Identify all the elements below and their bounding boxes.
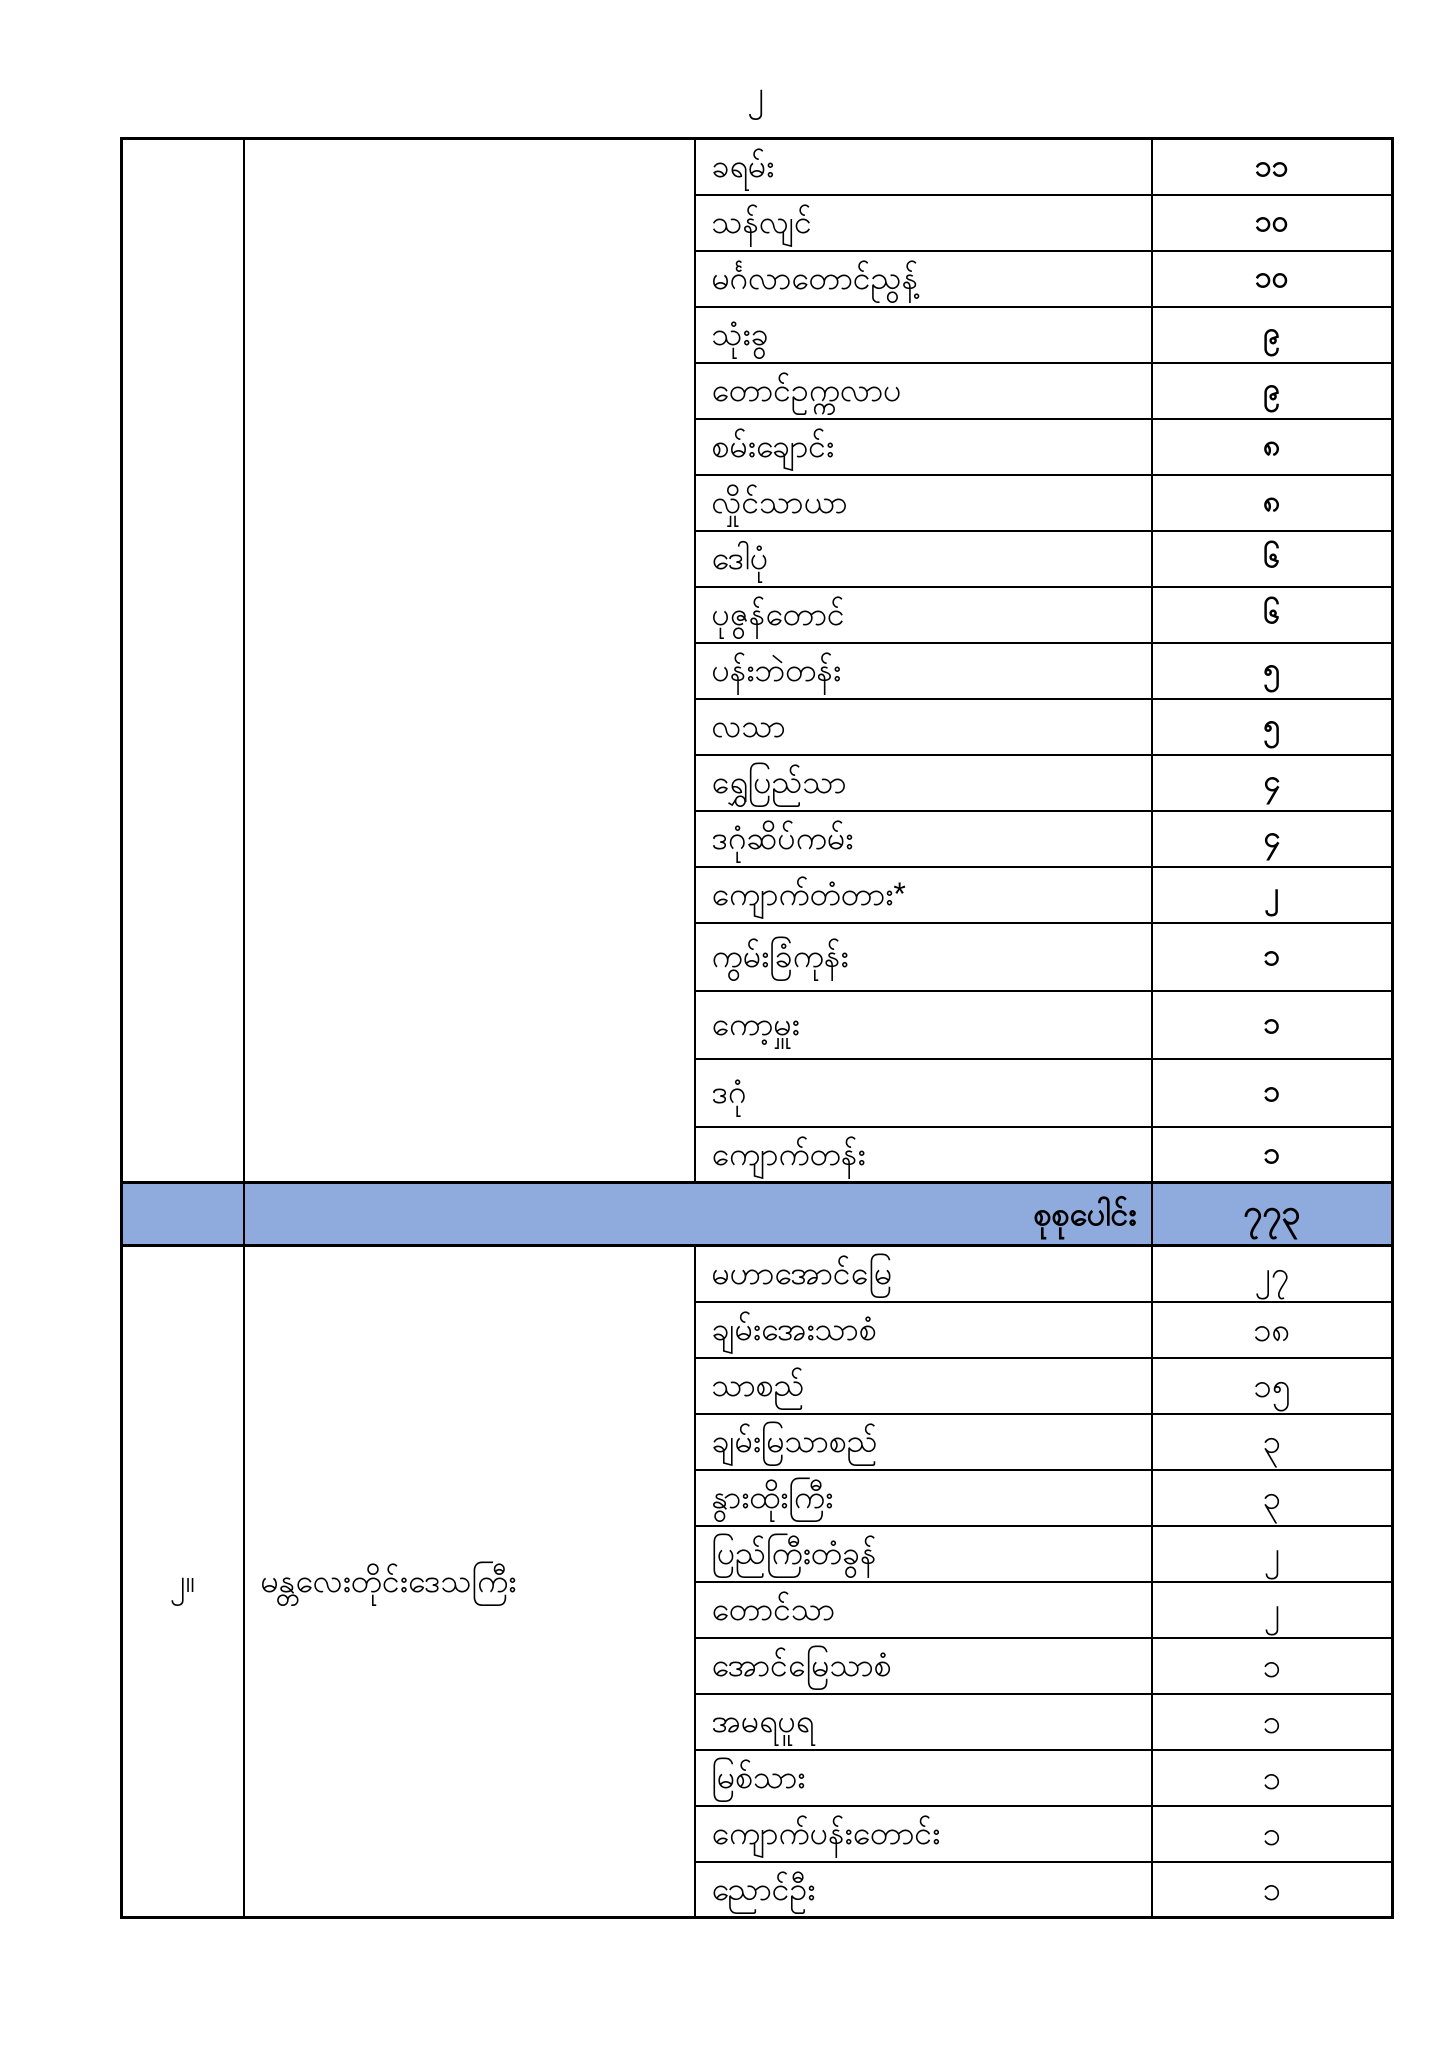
township-value: ၁၁ <box>1152 139 1393 195</box>
township-name: ချမ်းအေးသာစံ <box>695 1302 1152 1358</box>
township-name: ကျောက်တန်း <box>695 1127 1152 1183</box>
township-name: ကျောက်တံတား* <box>695 867 1152 923</box>
township-value: ၁ <box>1152 1694 1393 1750</box>
township-name: အမရပူရ <box>695 1694 1152 1750</box>
township-value: ၆ <box>1152 531 1393 587</box>
township-name: ခရမ်း <box>695 139 1152 195</box>
township-value: ၂ <box>1152 867 1393 923</box>
township-value: ၂ <box>1152 1526 1393 1582</box>
township-value: ၁၀ <box>1152 251 1393 307</box>
township-name: သန်လျင် <box>695 195 1152 251</box>
township-name: သုံးခွ <box>695 307 1152 363</box>
township-value: ၅ <box>1152 643 1393 699</box>
township-name: မြစ်သား <box>695 1750 1152 1806</box>
township-name: ဒဂုံဆိပ်ကမ်း <box>695 811 1152 867</box>
township-value: ၈ <box>1152 419 1393 475</box>
township-name: ရွှေပြည်သာ <box>695 755 1152 811</box>
township-name: လသာ <box>695 699 1152 755</box>
township-value: ၃ <box>1152 1414 1393 1470</box>
page-number: ၂ <box>747 75 764 113</box>
township-name: မဟာအောင်မြေ <box>695 1246 1152 1302</box>
section2-index-cell: ၂။ <box>122 1246 244 1918</box>
township-value: ၂၇ <box>1152 1246 1393 1302</box>
township-value: ၁ <box>1152 1806 1393 1862</box>
township-value: ၈ <box>1152 475 1393 531</box>
township-name: လှိုင်သာယာ <box>695 475 1152 531</box>
township-value: ၆ <box>1152 587 1393 643</box>
township-value: ၁၅ <box>1152 1358 1393 1414</box>
township-name: သာစည် <box>695 1358 1152 1414</box>
table-row <box>122 1246 1393 1302</box>
section1-region-cell <box>244 139 695 1183</box>
township-value: ၃ <box>1152 1470 1393 1526</box>
township-value: ၅ <box>1152 699 1393 755</box>
township-name: စမ်းချောင်း <box>695 419 1152 475</box>
total-label: စုစုပေါင်း <box>244 1183 1152 1246</box>
table-row <box>122 139 1393 195</box>
township-name: ညောင်ဦး <box>695 1862 1152 1918</box>
township-name: တောင်ဥက္ကလာပ <box>695 363 1152 419</box>
township-name: ကော့မှူး <box>695 991 1152 1059</box>
section1-index-cell <box>122 139 244 1183</box>
township-name: ဒဂုံ <box>695 1059 1152 1127</box>
township-name: အောင်မြေသာစံ <box>695 1638 1152 1694</box>
total-empty-cell <box>122 1183 244 1246</box>
township-value: ၄ <box>1152 755 1393 811</box>
township-value: ၁ <box>1152 923 1393 991</box>
township-value: ၄ <box>1152 811 1393 867</box>
township-name: ပြည်ကြီးတံခွန် <box>695 1526 1152 1582</box>
township-value: ၉ <box>1152 307 1393 363</box>
township-name: နွားထိုးကြီး <box>695 1470 1152 1526</box>
total-value: ၇၇၃ <box>1152 1183 1393 1246</box>
township-name: ဒေါပုံ <box>695 531 1152 587</box>
township-value: ၁၈ <box>1152 1302 1393 1358</box>
township-name: ပန်းဘဲတန်း <box>695 643 1152 699</box>
township-value: ၁ <box>1152 1059 1393 1127</box>
township-value: ၁ <box>1152 1862 1393 1918</box>
township-value: ၁ <box>1152 1750 1393 1806</box>
township-name: ကွမ်းခြံကုန်း <box>695 923 1152 991</box>
township-name: ကျောက်ပန်းတောင်း <box>695 1806 1152 1862</box>
township-counts-table <box>120 137 1394 1919</box>
section2-region-cell: မန္တလေးတိုင်းဒေသကြီး <box>244 1246 695 1918</box>
township-name: ချမ်းမြသာစည် <box>695 1414 1152 1470</box>
township-value: ၁ <box>1152 1127 1393 1183</box>
township-value: ၁၀ <box>1152 195 1393 251</box>
township-name: ပုဇွန်တောင် <box>695 587 1152 643</box>
township-value: ၂ <box>1152 1582 1393 1638</box>
total-row <box>122 1183 1393 1246</box>
township-name: တောင်သာ <box>695 1582 1152 1638</box>
township-value: ၉ <box>1152 363 1393 419</box>
township-name: မင်္ဂလာတောင်ညွန့် <box>695 251 1152 307</box>
township-value: ၁ <box>1152 991 1393 1059</box>
township-value: ၁ <box>1152 1638 1393 1694</box>
